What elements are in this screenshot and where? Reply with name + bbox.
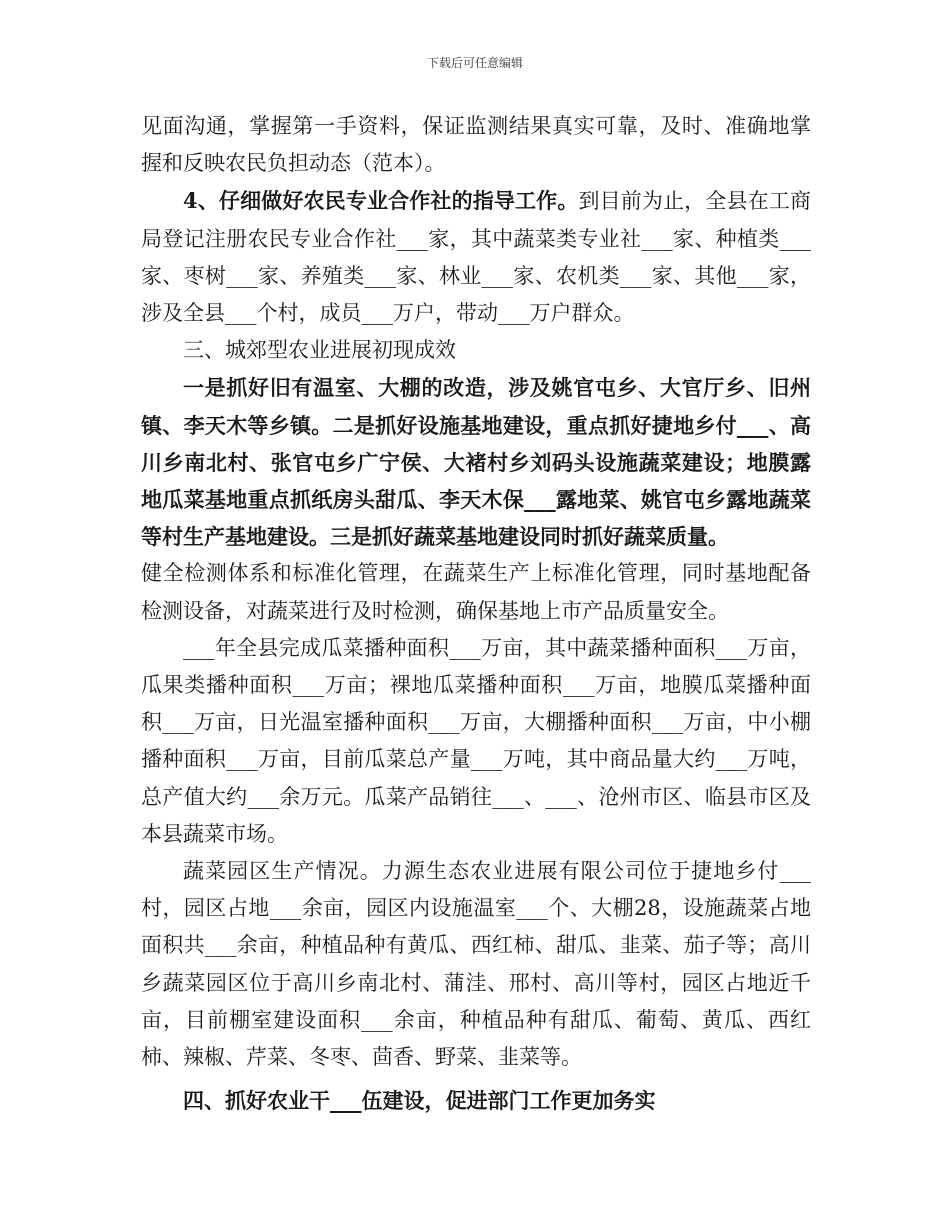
download-note: 下载后可任意编辑 bbox=[426, 56, 523, 70]
paragraph-2-body: 到目前为止，全县在工商局登记注册农民专业合作社___家，其中蔬菜类专业社___家、种植类___家、枣树___家、养殖类___家、林业___家、农机类___家、其他___家，涉及全县___个村，成员___万户，带动___万户群众。 bbox=[141, 189, 811, 326]
section-heading-3: 三、城郊型农业进展初现成效 bbox=[183, 338, 456, 363]
paragraph-3-body: 健全检测体系和标准化管理，在蔬菜生产上标准化管理，同时基地配备检测设备，对蔬菜进行及时检测，确保基地上市产品质量安全。 bbox=[141, 561, 811, 623]
paragraph-3-bold: 一是抓好旧有温室、大棚的改造，涉及姚官屯乡、大官厅乡、旧州镇、李天木等乡镇。二是抓好设施基地建设，重点抓好捷地乡付___、高川乡南北村、张官屯乡广宁侯、大褚村乡刘码头设施蔬菜建设；地膜露地瓜菜基地重点抓纸房头甜瓜、李天木保___露地菜、姚官屯乡露地蔬菜等村生产基地建设。三是抓好蔬菜基地建设同时抓好蔬菜质量。 bbox=[141, 375, 811, 550]
paragraph-2 bbox=[141, 182, 811, 332]
section-heading-4: 四、抓好农业干___伍建设，促进部门工作更加务实 bbox=[183, 1088, 656, 1114]
document-body bbox=[141, 108, 811, 1119]
paragraph-5: 蔬菜园区生产情况。力源生态农业进展有限公司位于捷地乡付___村，园区占地___余亩，园区内设施温室___个、大棚28，设施蔬菜占地面积共___余亩，种植品种有黄瓜、西红柿、甜瓜、韭菜、茄子等；高川乡蔬菜园区位于高川乡南北村、蒲洼、邢村、高川等村，园区占地近千亩，目前棚室建设面积___余亩，种植品种有甜瓜、葡萄、黄瓜、西红柿、辣椒、芹菜、冬枣、茴香、野菜、韭菜等。 bbox=[141, 859, 811, 1070]
paragraph-2-lead: 4、仔细做好农民专业合作社的指导工作。 bbox=[183, 188, 579, 214]
paragraph-4: ___年全县完成瓜菜播种面积___万亩，其中蔬菜播种面积___万亩，瓜果类播种面积___万亩；裸地瓜菜播种面积___万亩，地膜瓜菜播种面积___万亩，日光温室播种面积___万亩，大棚播种面积___万亩，中小棚播种面积___万亩，目前瓜菜总产量___万吨，其中商品量大约___万吨，总产值大约___余万元。瓜菜产品销往___、___、沧州市区、临县市区及本县蔬菜市场。 bbox=[141, 635, 811, 846]
paragraph-1: 见面沟通，掌握第一手资料，保证监测结果真实可靠，及时、准确地掌握和反映农民负担动态（范本）。 bbox=[141, 114, 811, 176]
